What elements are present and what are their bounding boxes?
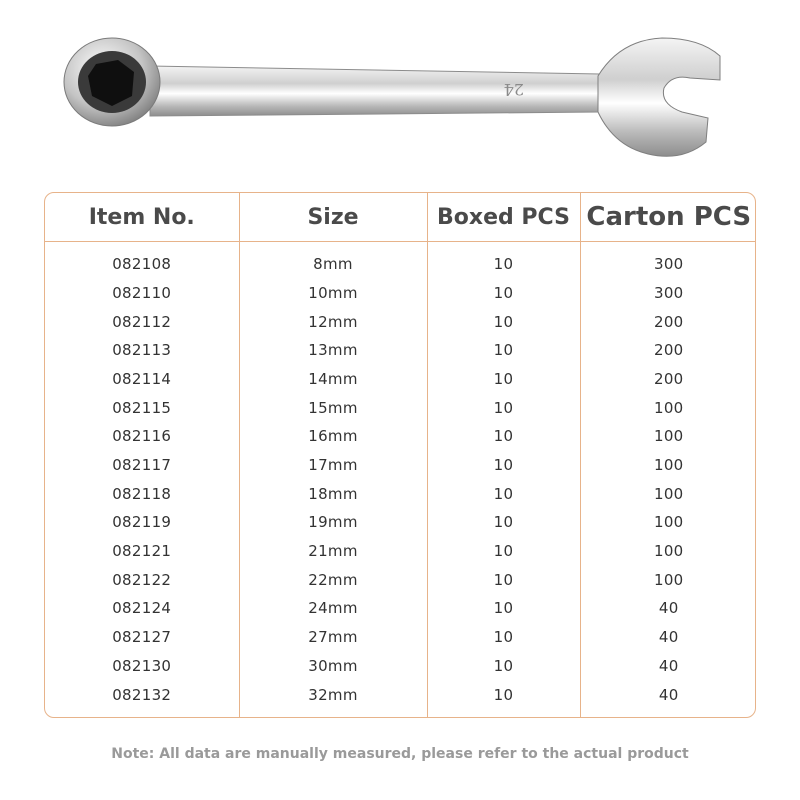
carton-pcs-cell: 40 bbox=[580, 651, 756, 680]
table-row bbox=[45, 594, 756, 623]
size-cell: 14mm bbox=[239, 365, 427, 394]
boxed-pcs-cell: 10 bbox=[427, 565, 580, 594]
table-row bbox=[45, 623, 756, 652]
size-cell: 10mm bbox=[239, 279, 427, 308]
table-row bbox=[45, 336, 756, 365]
item-no-cell: 082118 bbox=[112, 484, 172, 503]
footnote: Note: All data are manually measured, please refer to the actual product bbox=[111, 746, 689, 762]
carton-pcs-cell: 300 bbox=[580, 279, 756, 308]
table-row bbox=[45, 565, 756, 594]
boxed-pcs-cell: 10 bbox=[427, 365, 580, 394]
boxed-pcs-cell: 10 bbox=[427, 451, 580, 480]
item-no-cell: 082127 bbox=[112, 628, 172, 647]
boxed-pcs-cell: 10 bbox=[427, 508, 580, 537]
boxed-pcs-cell: 10 bbox=[427, 651, 580, 680]
table-row bbox=[45, 451, 756, 480]
item-no-cell: 082110 bbox=[112, 284, 172, 303]
carton-pcs-cell: 300 bbox=[580, 242, 756, 279]
item-no-cell: 082116 bbox=[112, 427, 172, 446]
table-header-row bbox=[45, 193, 756, 242]
item-no-cell: 082119 bbox=[112, 513, 172, 532]
size-cell: 17mm bbox=[239, 451, 427, 480]
size-cell: 21mm bbox=[239, 537, 427, 566]
carton-pcs-cell: 40 bbox=[580, 623, 756, 652]
size-cell: 8mm bbox=[239, 242, 427, 279]
header-boxed-pcs: Boxed PCS bbox=[427, 193, 580, 242]
wrench-image bbox=[0, 0, 800, 180]
table-row bbox=[45, 393, 756, 422]
size-cell: 30mm bbox=[239, 651, 427, 680]
table-row bbox=[45, 242, 756, 279]
item-no-cell: 082122 bbox=[112, 570, 172, 589]
boxed-pcs-cell: 10 bbox=[427, 393, 580, 422]
carton-pcs-cell: 40 bbox=[580, 680, 756, 717]
header-carton-pcs: Carton PCS bbox=[580, 193, 756, 242]
boxed-pcs-cell: 10 bbox=[427, 594, 580, 623]
header-item-no: Item No. bbox=[45, 193, 239, 242]
boxed-pcs-cell: 10 bbox=[427, 336, 580, 365]
boxed-pcs-cell: 10 bbox=[427, 623, 580, 652]
size-cell: 15mm bbox=[239, 393, 427, 422]
item-no-cell: 082115 bbox=[112, 398, 172, 417]
table-row bbox=[45, 479, 756, 508]
item-no-cell: 082121 bbox=[112, 542, 172, 561]
size-cell: 22mm bbox=[239, 565, 427, 594]
item-no-cell: 082113 bbox=[112, 341, 172, 360]
carton-pcs-cell: 100 bbox=[580, 537, 756, 566]
table-row bbox=[45, 651, 756, 680]
item-no-cell: 082117 bbox=[112, 456, 172, 475]
carton-pcs-cell: 40 bbox=[580, 594, 756, 623]
item-no-cell: 082108 bbox=[112, 255, 172, 274]
boxed-pcs-cell: 10 bbox=[427, 242, 580, 279]
carton-pcs-cell: 100 bbox=[580, 451, 756, 480]
size-cell: 19mm bbox=[239, 508, 427, 537]
carton-pcs-cell: 200 bbox=[580, 365, 756, 394]
size-cell: 24mm bbox=[239, 594, 427, 623]
carton-pcs-cell: 100 bbox=[580, 479, 756, 508]
boxed-pcs-cell: 10 bbox=[427, 537, 580, 566]
boxed-pcs-cell: 10 bbox=[427, 422, 580, 451]
size-cell: 18mm bbox=[239, 479, 427, 508]
item-no-cell: 082124 bbox=[112, 599, 172, 618]
item-no-cell: 082114 bbox=[112, 370, 172, 389]
item-no-cell: 082130 bbox=[112, 656, 172, 675]
carton-pcs-cell: 100 bbox=[580, 508, 756, 537]
size-cell: 32mm bbox=[239, 680, 427, 717]
size-cell: 12mm bbox=[239, 307, 427, 336]
item-no-cell: 082112 bbox=[112, 312, 172, 331]
handle-marking: 24 bbox=[503, 80, 524, 99]
table-row bbox=[45, 307, 756, 336]
size-cell: 16mm bbox=[239, 422, 427, 451]
table-row bbox=[45, 422, 756, 451]
carton-pcs-cell: 100 bbox=[580, 393, 756, 422]
carton-pcs-cell: 200 bbox=[580, 307, 756, 336]
size-cell: 27mm bbox=[239, 623, 427, 652]
boxed-pcs-cell: 10 bbox=[427, 307, 580, 336]
table-row bbox=[45, 680, 756, 717]
carton-pcs-cell: 100 bbox=[580, 565, 756, 594]
table-row bbox=[45, 279, 756, 308]
spec-table bbox=[44, 192, 756, 718]
table-row bbox=[45, 365, 756, 394]
boxed-pcs-cell: 10 bbox=[427, 680, 580, 717]
table-row bbox=[45, 537, 756, 566]
size-cell: 13mm bbox=[239, 336, 427, 365]
boxed-pcs-cell: 10 bbox=[427, 479, 580, 508]
item-no-cell: 082132 bbox=[112, 685, 172, 704]
carton-pcs-cell: 100 bbox=[580, 422, 756, 451]
carton-pcs-cell: 200 bbox=[580, 336, 756, 365]
table-row bbox=[45, 508, 756, 537]
boxed-pcs-cell: 10 bbox=[427, 279, 580, 308]
header-size: Size bbox=[239, 193, 427, 242]
